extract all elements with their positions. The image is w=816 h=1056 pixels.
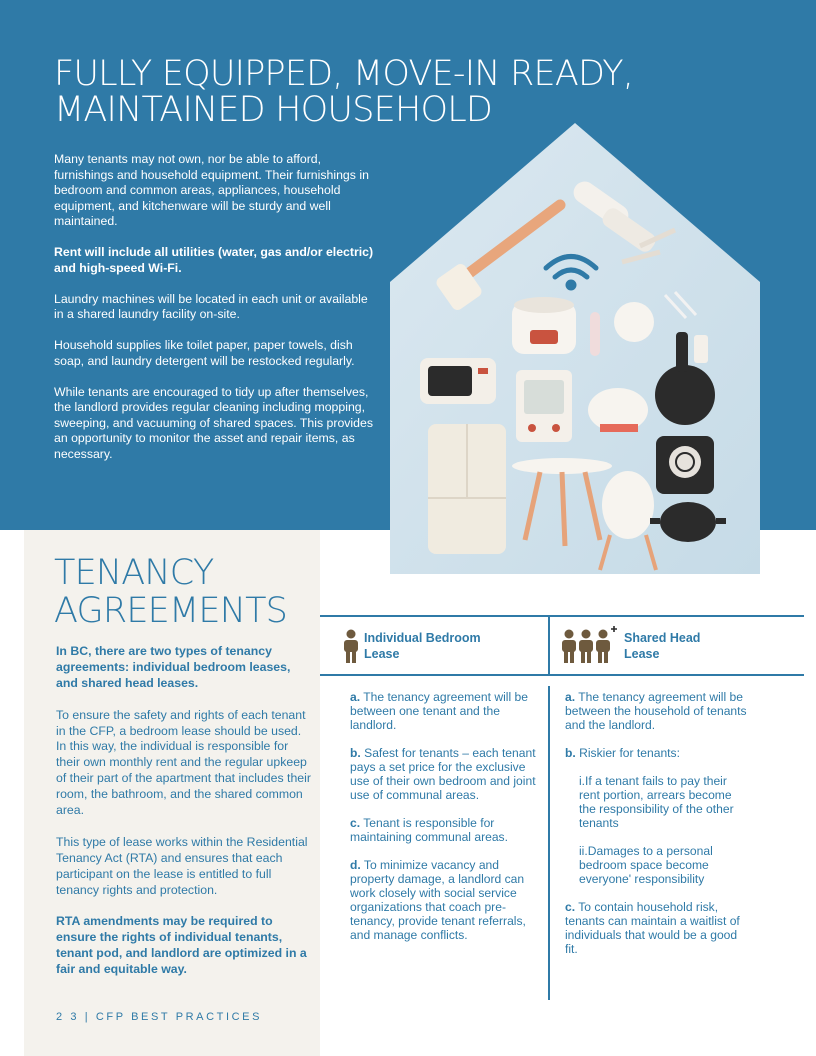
intro-paragraph-cleaning: While tenants are encouraged to tidy up after themselves, the landlord provides regular cleaning including mopping, sweeping, and vacuuming of shared spaces. This provides an opportunity to monitor the asset and repair items, as necessary.	[54, 384, 373, 461]
kettle-icon	[588, 388, 648, 432]
title-line-2: MAINTAINED HOUSEHOLD	[54, 90, 493, 130]
individual-point-c: c. Tenant is responsible for maintaining communal areas.	[350, 816, 508, 844]
individual-lease-points	[350, 690, 540, 956]
intro-paragraph-laundry: Laundry machines will be located in each unit or available in a shared laundry facility on-site.	[54, 291, 368, 321]
shared-point-b-i: i.If a tenant fails to pay their rent portion, arrears become the responsibility of the other tenants	[579, 774, 734, 830]
page-title	[54, 56, 694, 128]
shared-lease-points	[565, 690, 750, 970]
individual-point-a: a. The tenancy agreement will be between one tenant and the landlord.	[350, 690, 528, 732]
intro-paragraph-supplies: Household supplies like toilet paper, paper towels, dish soap, and laundry detergent will be restocked regularly.	[54, 338, 355, 368]
group-people-icon	[560, 626, 618, 663]
intro-text	[54, 152, 374, 478]
table-header-divider	[548, 615, 550, 674]
shared-lease-header	[560, 626, 700, 663]
tenancy-paragraph-rta: This type of lease works within the Residential Tenancy Act (RTA) and ensures that each participant on the lease is entitled to full tenancy rights and protection.	[56, 834, 308, 897]
toaster-oven-icon	[516, 370, 572, 442]
page-footer: 2 3 | CFP BEST PRACTICES	[56, 1011, 263, 1023]
section-title-line-1: TENANCY	[54, 553, 214, 593]
individual-lease-title-line-2: Lease	[364, 647, 400, 661]
shared-point-b: b. Riskier for tenants:	[565, 746, 680, 760]
section-title-line-2: AGREEMENTS	[54, 591, 288, 631]
tenancy-paragraph-intro: In BC, there are two types of tenancy agreements: individual bedroom leases, and shared head leases.	[56, 644, 291, 690]
microwave-icon	[420, 358, 496, 404]
person-icon	[342, 629, 360, 663]
rice-cooker-icon	[512, 297, 576, 354]
individual-lease-title-line-1: Individual Bedroom	[364, 631, 481, 645]
individual-point-d: d. To minimize vacancy and property damage, a landlord can work closely with social service organizations that coach pre-tenancy, provide tenant referrals, and manage conflicts.	[350, 858, 526, 942]
table-top-rule	[320, 615, 804, 617]
shared-lease-title-line-2: Lease	[624, 647, 660, 661]
individual-point-b: b. Safest for tenants – each tenant pays a set price for the exclusive use of their own bedroom and joint use of communal areas.	[350, 746, 536, 802]
shared-point-b-ii: ii.Damages to a personal bedroom space become everyone' responsibility	[579, 844, 713, 886]
tenancy-text	[56, 644, 314, 994]
tenancy-paragraph-bedroom-lease: To ensure the safety and rights of each tenant in the CFP, a bedroom lease should be used. In this way, the individual is responsible for their own monthly rent and the regular upkeep of their part of the apartment that includes their room, the bathroom, and the shared common area.	[56, 707, 311, 818]
table-column-divider	[548, 686, 550, 1000]
intro-paragraph-utilities: Rent will include all utilities (water, gas and/or electric) and high-speed Wi-Fi.	[54, 245, 374, 275]
fridge-icon	[428, 424, 506, 554]
shared-point-c: c. To contain household risk, tenants can maintain a waitlist of individuals that would be a good fit.	[565, 900, 740, 956]
shared-point-a: a. The tenancy agreement will be between the household of tenants and the landlord.	[565, 690, 747, 732]
hot-plate-icon	[656, 436, 714, 494]
individual-lease-header	[342, 629, 481, 663]
tenancy-paragraph-amendments: RTA amendments may be required to ensure the rights of individual tenants, tenant pod, and landlord are optimized in a fair and equitable way.	[56, 914, 307, 977]
lease-comparison-table	[320, 615, 804, 1000]
section-title	[54, 554, 314, 630]
table-header-rule	[320, 674, 804, 676]
title-line-1: FULLY EQUIPPED, MOVE-IN READY,	[54, 54, 634, 94]
shared-lease-title-line-1: Shared Head	[624, 631, 701, 645]
intro-paragraph-1: Many tenants may not own, nor be able to afford, furnishings and household equipment. Their furnishings in bedroom and common areas, appliances, household equipment, and kitchenware will be sturdy and well maintained.	[54, 152, 369, 228]
